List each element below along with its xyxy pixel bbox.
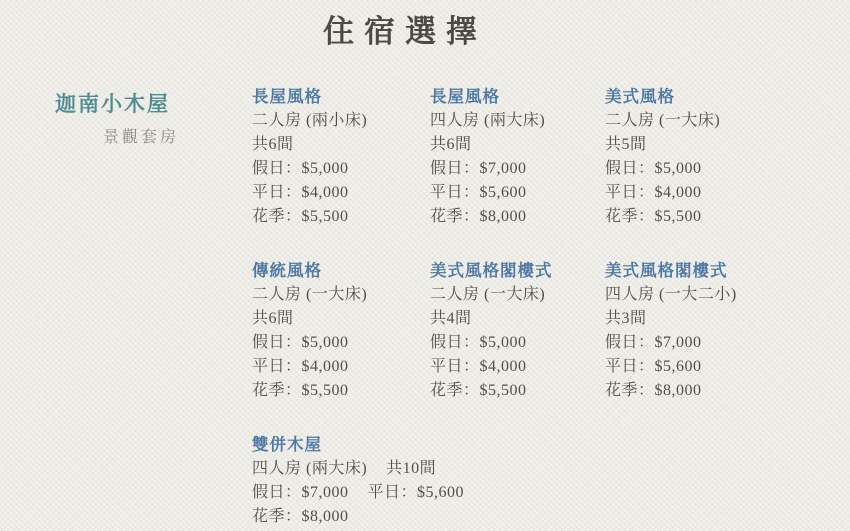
room-type: 四人房 (兩大床) <box>252 460 368 477</box>
room-price-weekday: 平日：$5,600 <box>605 358 702 375</box>
room-type: 四人房 (兩大床) <box>430 112 546 129</box>
room-count: 共4間 <box>430 310 472 327</box>
room-type: 二人房 (一大床) <box>605 112 721 129</box>
room-style-heading: 雙併木屋 <box>252 435 322 454</box>
room-style-heading: 長屋風格 <box>252 87 322 106</box>
room-price-weekday: 平日：$4,000 <box>252 358 349 375</box>
room-price-weekday: 平日：$4,000 <box>430 358 527 375</box>
room-price-flower-season: 花季：$8,000 <box>605 382 702 399</box>
room-price-flower-season: 花季：$5,500 <box>252 382 349 399</box>
room-style-heading: 長屋風格 <box>430 87 500 106</box>
room-price-flower-season: 花季：$8,000 <box>252 508 349 525</box>
room-style-heading: 美式風格閣樓式 <box>605 261 728 280</box>
room-style-heading: 美式風格 <box>605 87 675 106</box>
room-block-longhouse-double <box>252 85 430 229</box>
room-count: 共6間 <box>252 310 294 327</box>
room-block-longhouse-quad <box>430 85 605 229</box>
property-name: 迦南小木屋 <box>55 92 170 116</box>
room-price-holiday: 假日：$7,000 <box>252 484 349 501</box>
room-price-flower-season: 花季：$8,000 <box>430 208 527 225</box>
room-type: 二人房 (一大床) <box>430 286 546 303</box>
room-price-holiday: 假日：$5,000 <box>252 160 349 177</box>
room-price-weekday: 平日：$4,000 <box>252 184 349 201</box>
room-price-weekday: 平日：$4,000 <box>605 184 702 201</box>
room-count: 共5間 <box>605 136 647 153</box>
room-block-duplex-cabin <box>252 433 783 529</box>
room-price-holiday: 假日：$7,000 <box>605 334 702 351</box>
rooms-grid <box>252 85 783 529</box>
room-price-holiday: 假日：$5,000 <box>430 334 527 351</box>
room-price-holiday: 假日：$5,000 <box>605 160 702 177</box>
room-count: 共10間 <box>386 460 437 477</box>
room-price-flower-season: 花季：$5,500 <box>430 382 527 399</box>
room-price-holiday: 假日：$7,000 <box>430 160 527 177</box>
room-price-weekday: 平日：$5,600 <box>430 184 527 201</box>
room-block-traditional-double <box>252 259 430 403</box>
room-prices-holiday-weekday <box>252 481 783 505</box>
room-type: 二人房 (兩小床) <box>252 112 368 129</box>
room-count: 共6間 <box>430 136 472 153</box>
room-price-flower-season: 花季：$5,500 <box>605 208 702 225</box>
room-count: 共3間 <box>605 310 647 327</box>
room-count: 共6間 <box>252 136 294 153</box>
room-style-heading: 傳統風格 <box>252 261 322 280</box>
page-title: 住宿選擇 <box>323 14 487 49</box>
room-block-american-loft-quad <box>605 259 783 403</box>
room-style-heading: 美式風格閣樓式 <box>430 261 553 280</box>
room-price-weekday: 平日：$5,600 <box>367 484 465 501</box>
room-block-american-loft-double <box>430 259 605 403</box>
room-type: 四人房 (一大二小) <box>605 286 737 303</box>
room-price-flower-season: 花季：$5,500 <box>252 208 349 225</box>
property-sidebar <box>55 88 179 147</box>
room-price-holiday: 假日：$5,000 <box>252 334 349 351</box>
property-subtitle: 景觀套房 <box>102 129 179 146</box>
room-type: 二人房 (一大床) <box>252 286 368 303</box>
room-type-and-count <box>252 457 783 481</box>
room-block-american-double <box>605 85 783 229</box>
